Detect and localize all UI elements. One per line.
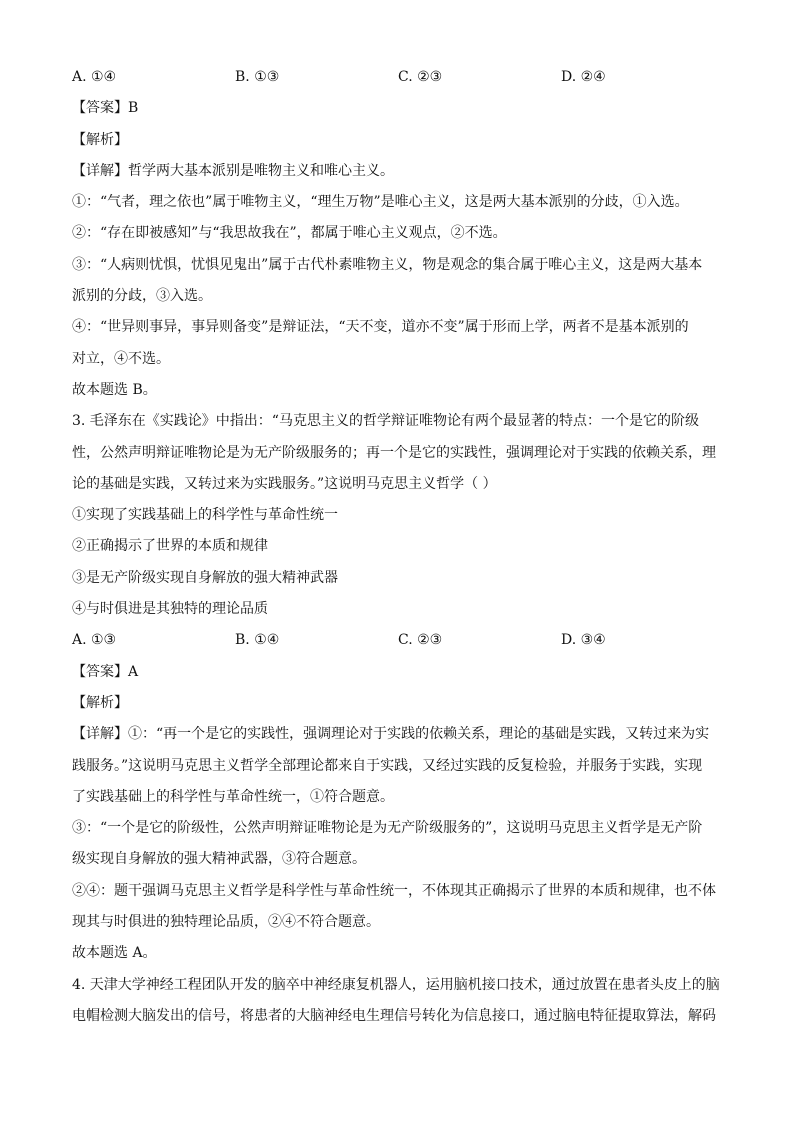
- q2-conclusion: 故本题选 B。: [72, 381, 157, 398]
- q2-detail-line-3: ②：“存在即被感知”与“我思故我在”，都属于唯心主义观点，②不选。: [72, 225, 507, 242]
- q3-item-3: ③是无产阶级实现自身解放的强大精神武器: [72, 569, 338, 586]
- q3-stem-line-2: 性，公然声明辩证唯物论是为无产阶级服务的；再一个是它的实践性，强调理论对于实践的依赖关系，理: [72, 444, 716, 461]
- q2-analysis-heading: 【解析】: [72, 131, 128, 148]
- q3-detail-line-3: 了实践基础上的科学性与革命性统一，①符合题意。: [72, 788, 394, 805]
- q3-item-1: ①实现了实践基础上的科学性与革命性统一: [72, 507, 338, 524]
- document-page: [72, 62, 724, 1032]
- q3-conclusion: 故本题选 A。: [72, 945, 157, 962]
- q2-detail-line-1: 【详解】哲学两大基本派别是唯物主义和唯心主义。: [72, 162, 394, 179]
- q3-answer: 【答案】A: [72, 663, 139, 680]
- q2-option-b: B. ①③: [235, 69, 280, 85]
- q3-detail-line-7: 现其与时俱进的独特理论品质，②④不符合题意。: [72, 914, 380, 931]
- q3-analysis-heading: 【解析】: [72, 694, 128, 711]
- q2-detail-line-2: ①：“气者，理之依也”属于唯物主义，“理生万物”是唯心主义，这是两大基本派别的分歧，①入选。: [72, 194, 689, 211]
- q3-detail-line-4: ③：“一个是它的阶级性，公然声明辩证唯物论是为无产阶级服务的”，这说明马克思主义哲学是无产阶: [72, 820, 703, 837]
- q2-detail-line-7: 对立，④不选。: [72, 350, 170, 367]
- q2-option-a: A. ①④: [72, 69, 117, 85]
- q2-answer: 【答案】B: [72, 100, 139, 117]
- q3-option-c: C. ②③: [398, 632, 443, 649]
- q2-detail-line-5: 派别的分歧，③入选。: [72, 288, 212, 305]
- q3-stem-line-3: 论的基础是实践，又转过来为实践服务。”这说明马克思主义哲学（ ）: [72, 475, 497, 492]
- q2-option-c: C. ②③: [398, 69, 443, 85]
- q2-option-d: D. ②④: [561, 69, 606, 85]
- q4-stem-line-1: 4. 天津大学神经工程团队开发的脑卒中神经康复机器人，运用脑机接口技术，通过放置在患者头皮上的脑: [72, 976, 720, 993]
- q3-detail-line-2: 践服务。”这说明马克思主义哲学全部理论都来自于实践，又经过实践的反复检验，并服务于实践，实现: [72, 757, 703, 774]
- q4-stem-line-2: 电帽检测大脑发出的信号，将患者的大脑神经电生理信号转化为信息接口，通过脑电特征提取算法，解码: [72, 1007, 716, 1024]
- q3-item-4: ④与时俱进是其独特的理论品质: [72, 601, 268, 618]
- q3-stem-line-1: 3. 毛泽东在《实践论》中指出：“马克思主义的哲学辩证唯物论有两个最显著的特点：一个是它的阶级: [72, 413, 699, 430]
- q2-options: [72, 62, 724, 93]
- q3-options: [72, 625, 724, 656]
- q3-option-d: D. ③④: [561, 632, 606, 649]
- q3-detail-line-1: 【详解】①：“再一个是它的实践性，强调理论对于实践的依赖关系，理论的基础是实践，又转过来为实: [72, 726, 710, 743]
- q3-detail-line-6: ②④：题干强调马克思主义哲学是科学性与革命性统一，不体现其正确揭示了世界的本质和规律，也不体: [72, 882, 716, 899]
- q2-detail-line-6: ④：“世异则事异，事异则备变”是辩证法，“天不变，道亦不变”属于形而上学，两者不是基本派别的: [72, 319, 689, 336]
- q3-option-b: B. ①④: [235, 632, 280, 649]
- q3-item-2: ②正确揭示了世界的本质和规律: [72, 538, 268, 555]
- q3-detail-line-5: 级实现自身解放的强大精神武器，③符合题意。: [72, 851, 366, 868]
- q3-option-a: A. ①③: [72, 632, 117, 649]
- q2-detail-line-4: ③：“人病则忧惧，忧惧见鬼出”属于古代朴素唯物主义，物是观念的集合属于唯心主义，这是两大基本: [72, 256, 703, 273]
